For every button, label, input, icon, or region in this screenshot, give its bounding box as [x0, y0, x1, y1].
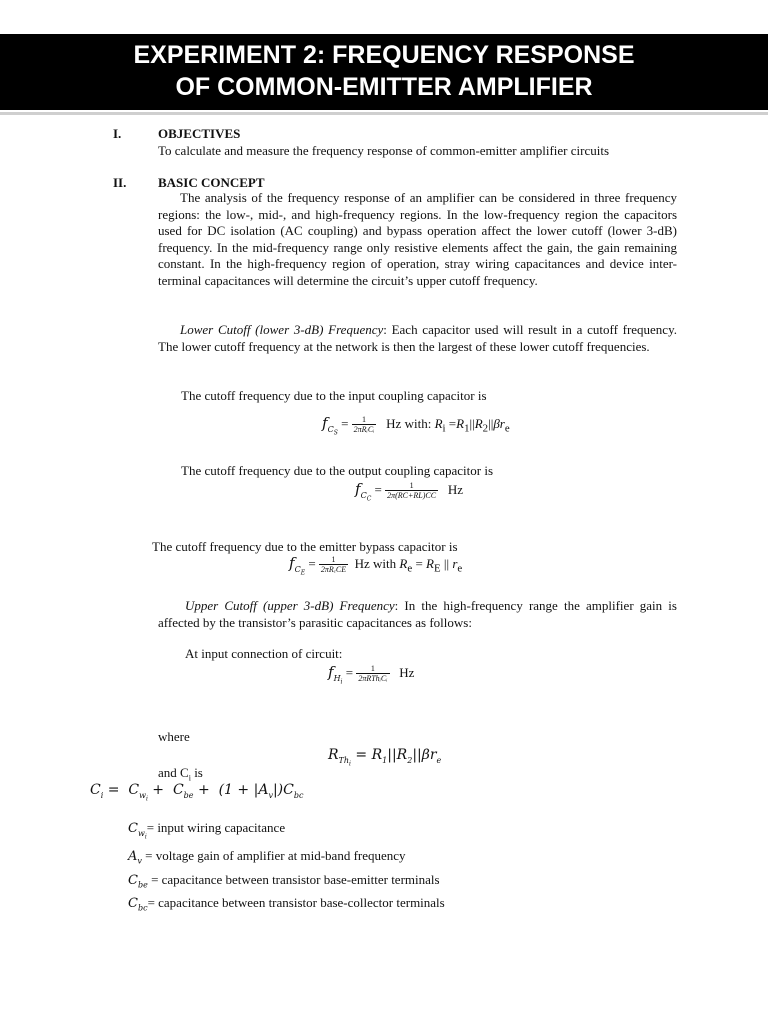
basic-concept-paragraph: The analysis of the frequency response of an amplifier can be considered in three frequency regions: the low-, mid-, and high-frequency regions. In the low-frequency region the capacitors used for DC isolation (AC coupling) and bypass operation affect the lower cutoff (lower 3-dB) frequency. In the mid-frequency range only resistive elements affect the gain, the gain remaining constant. In the high-frequency region of operation, stray wiring capacitances and device inter-terminal capacitances will determine the circuit’s upper cutoff frequency. [158, 190, 677, 288]
section-2-number: II. [113, 175, 127, 190]
emitter-cap-text: The cutoff frequency due to the emitter bypass capacitor is [152, 539, 458, 554]
upper-cutoff-title: Upper Cutoff (upper 3-dB) Frequency [185, 598, 395, 613]
lower-cutoff-text: : Each capacitor used will result in a cutoff frequency. The lower cutoff frequency at the network is then the largest of these lower cutoff frequencies. [158, 322, 677, 354]
equation-emitter-bypass: $f_{C_E}$ = $\frac{1}{\text{2πRₑCE}}$ Hz with $R_e = R_E$ || $r_e$ [289, 554, 463, 577]
equation-output-coupling: $f_{C_C}$ = $\frac{1}{2\pi(RC+RL)CC}$ Hz [355, 480, 464, 503]
symbol-cwi: $C_{w_i}$ [128, 821, 147, 841]
definition-voltage-gain: $A_v$ = voltage gain of amplifier at mid-band frequency [128, 848, 406, 866]
equation-ci: $C_i = C_{w_i} + C_{be} + (1 + |A_v|)C_{bc}$ [90, 782, 304, 803]
equation-upper-input: $f_{H_i}$ = $\frac{1}{\text{2πRThᵢCᵢ}}$ Hz [328, 663, 415, 686]
definition-wiring-capacitance: $C_{w_i}=$ input wiring capacitance [128, 820, 286, 841]
equation-rth: $R_{Th_i} = R_1||R_2||\beta r_e$ [328, 747, 442, 768]
equation-input-coupling: $f_{C_S}$ = $\frac{1}{\text{2πRᵢCᵢ}}$ Hz with: $R_i =R_1||R_2||\beta r_e$ [322, 414, 510, 437]
section-1-title: OBJECTIVES [158, 126, 241, 141]
at-input-text: At input connection of circuit: [185, 646, 343, 661]
banner-rule [0, 112, 768, 115]
where-text: where [158, 729, 190, 744]
symbol-cbe: $C_{be}$ [128, 873, 148, 890]
output-cap-text: The cutoff frequency due to the output coupling capacitor is [181, 463, 494, 478]
input-cap-text: The cutoff frequency due to the input coupling capacitor is [181, 388, 487, 403]
upper-cutoff-text: : In the high-frequency range the amplifier gain is affected by the transistor’s parasitic capacitances as follows: [158, 598, 677, 630]
title-line-2: OF COMMON-EMITTER AMPLIFIER [175, 73, 593, 101]
section-1-number: I. [113, 126, 122, 141]
lower-cutoff-paragraph [158, 322, 677, 355]
title-banner [0, 34, 768, 110]
section-2-title: BASIC CONCEPT [158, 175, 265, 190]
and-ci-text: and $C_i$ is [158, 765, 203, 783]
symbol-av: $A_v$ [128, 849, 142, 866]
symbol-cbc: $C_{bc}$ [128, 896, 148, 913]
lower-cutoff-title: Lower Cutoff (lower 3-dB) Frequency [180, 322, 384, 337]
definition-cbc: $C_{bc}=$ capacitance between transistor base-collector terminals [128, 895, 445, 913]
section-1-text: To calculate and measure the frequency response of common-emitter amplifier circuits [158, 143, 610, 158]
definition-cbe: $C_{be}$ = capacitance between transistor base-emitter terminals [128, 872, 440, 890]
upper-cutoff-paragraph [158, 598, 677, 631]
top-margin [0, 0, 768, 34]
title-line-1: EXPERIMENT 2: FREQUENCY RESPONSE [133, 41, 635, 69]
